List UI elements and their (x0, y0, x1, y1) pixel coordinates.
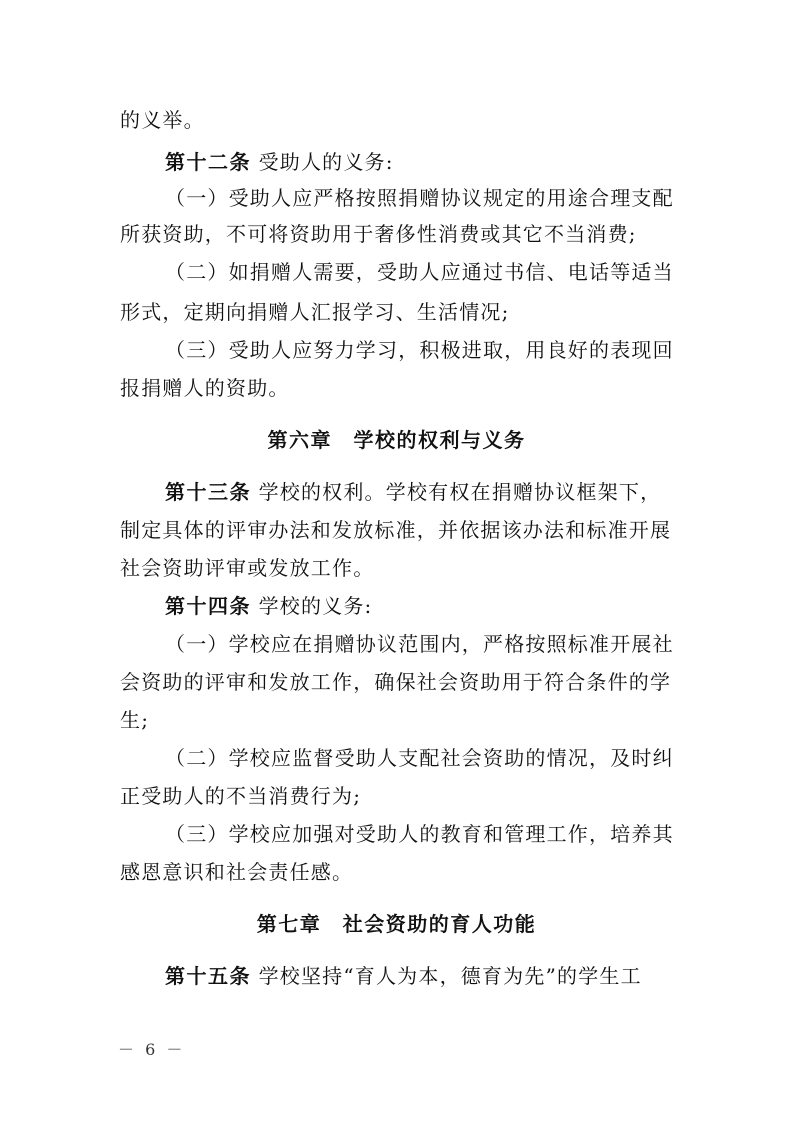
text-line: 的义举。 (120, 108, 205, 132)
chapter-6-heading: 第六章 学校的权利与义务 (267, 428, 526, 452)
text-line: （一）学校应在捐赠协议范围内，严格按照标准开展社 (165, 632, 674, 656)
text-line: （二）学校应监督受助人支配社会资助的情况，及时纠 (165, 746, 674, 770)
text-line: 社会资助评审或发放工作。 (120, 556, 375, 580)
text-line: 所获资助，不可将资助用于奢侈性消费或其它不当消费; (120, 222, 637, 246)
text-line: 正受助人的不当消费行为; (120, 784, 362, 808)
text-line: 会资助的评审和发放工作，确保社会资助用于符合条件的学 (120, 670, 672, 694)
text-line: 感恩意识和社会责任感。 (120, 860, 354, 884)
article-text: 学校的义务: (258, 594, 373, 618)
article-12 (165, 150, 394, 174)
text-line: （三）学校应加强对受助人的教育和管理工作，培养其 (165, 822, 674, 846)
article-15 (165, 964, 642, 988)
page-number: － 6 － (118, 1040, 186, 1059)
article-title: 第十五条 (165, 964, 251, 988)
text-line: 形式，定期向捐赠人汇报学习、生活情况; (120, 300, 510, 324)
article-title: 第十四条 (165, 594, 251, 618)
article-text: 受助人的义务: (258, 150, 394, 174)
article-text: 学校的权利。学校有权在捐赠协议框架下， (258, 480, 662, 504)
text-line: 报捐赠人的资助。 (120, 376, 290, 400)
article-14 (165, 594, 373, 618)
article-13 (165, 480, 661, 504)
article-title: 第十二条 (165, 150, 251, 174)
article-title: 第十三条 (165, 480, 251, 504)
chapter-7-heading: 第七章 社会资助的育人功能 (256, 912, 537, 936)
article-text: 学校坚持“育人为本，德育为先”的学生工 (258, 964, 642, 988)
text-line: 生; (120, 708, 150, 732)
text-line: 制定具体的评审办法和发放标准，并依据该办法和标准开展 (120, 518, 672, 542)
text-line: （二）如捐赠人需要，受助人应通过书信、电话等适当 (165, 260, 674, 284)
text-line: （一）受助人应严格按照捐赠协议规定的用途合理支配 (165, 186, 674, 210)
text-line: （三）受助人应努力学习，积极进取，用良好的表现回 (165, 338, 674, 362)
